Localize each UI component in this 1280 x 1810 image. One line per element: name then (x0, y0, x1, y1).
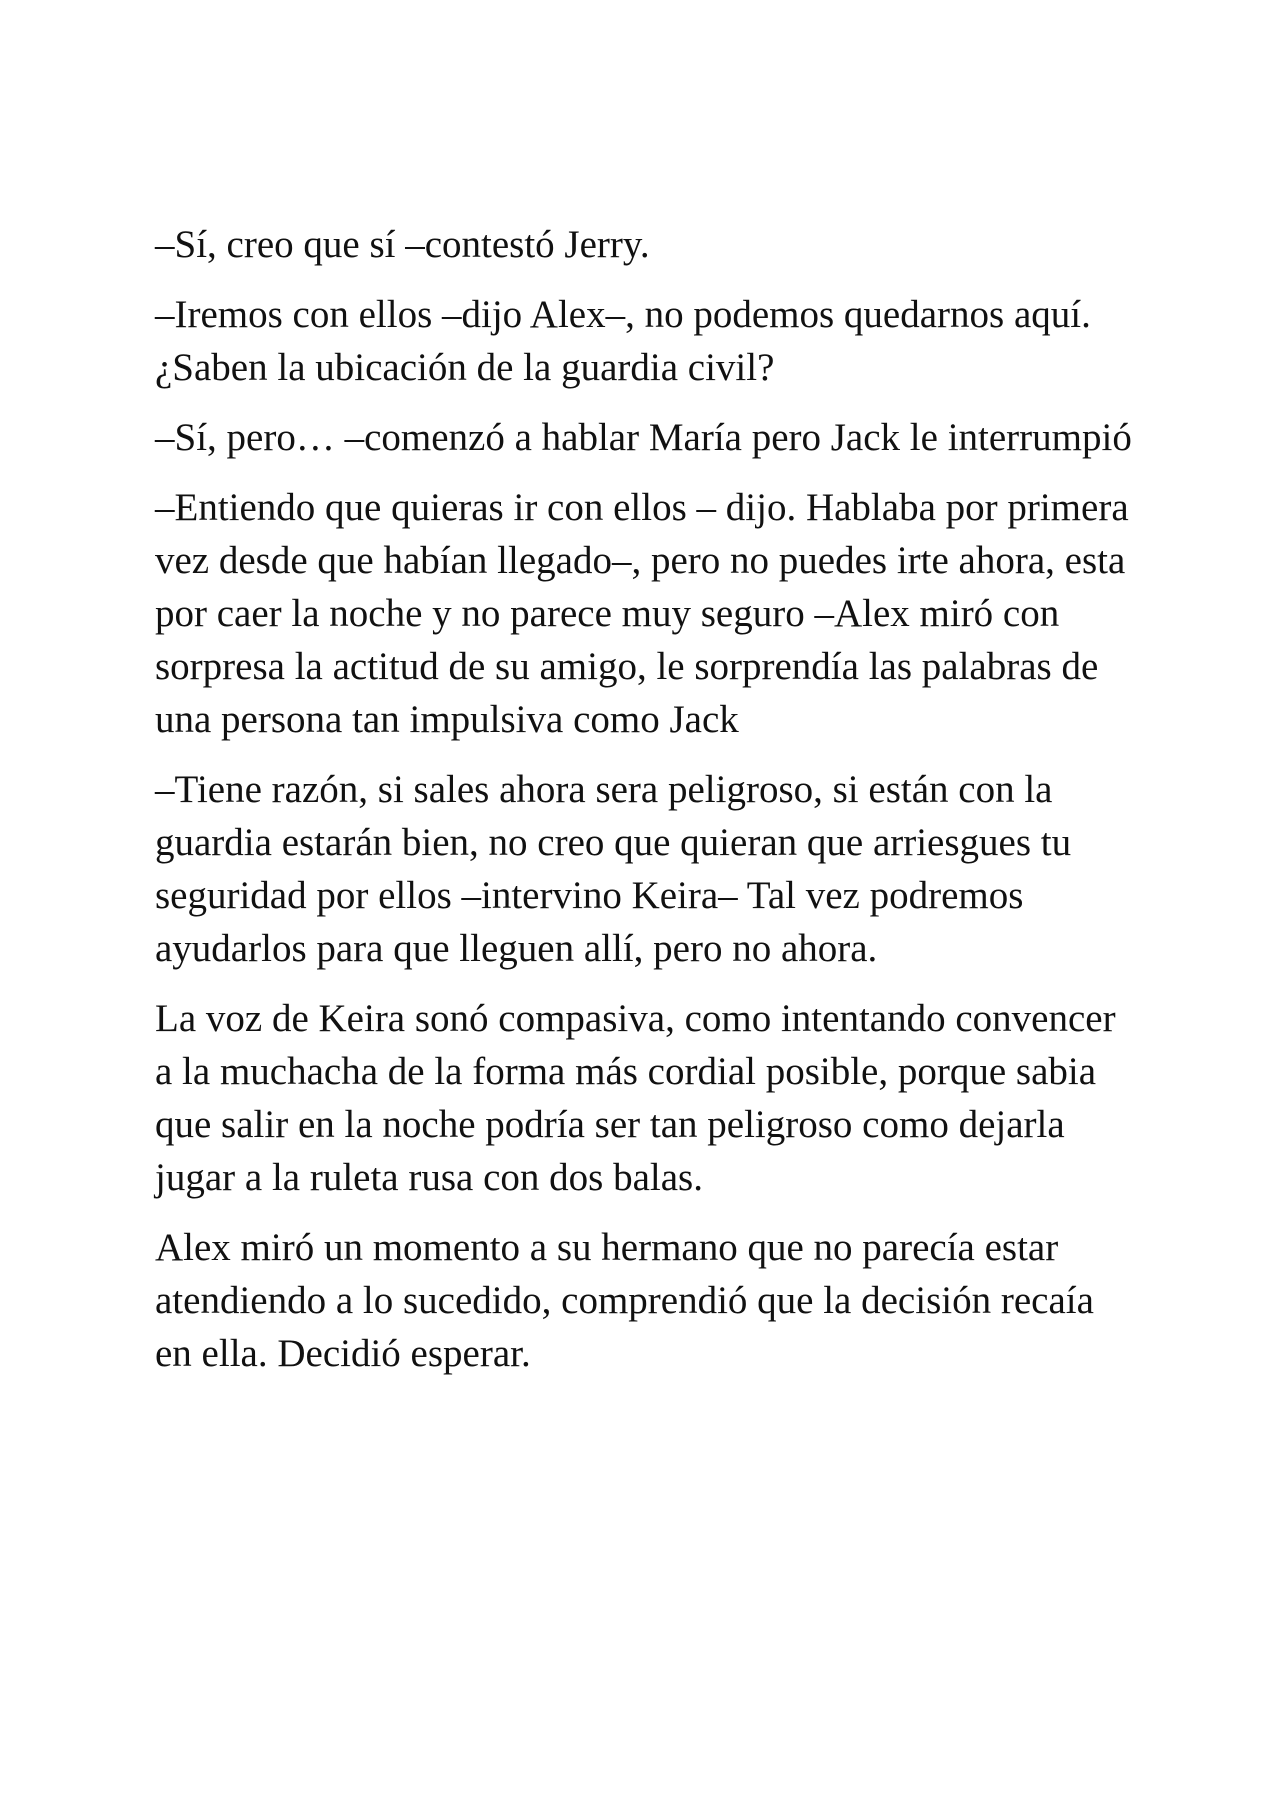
paragraph-2: –Iremos con ellos –dijo Alex–, no podemos quedarnos aquí. ¿Saben la ubicación de la guardia civil? (155, 293, 1091, 389)
paragraph-5: –Tiene razón, si sales ahora sera peligroso, si están con la guardia estarán bien, no creo que quieran que arriesgues tu seguridad por ellos –intervino Keira– Tal vez podremos ayudarlos para que lleguen allí, pero no ahora. (155, 768, 1072, 970)
page-body (155, 218, 1140, 1397)
paragraph-7: Alex miró un momento a su hermano que no parecía estar atendiendo a lo sucedido, comprendió que la decisión recaía en ella. Decidió esperar. (155, 1226, 1094, 1375)
paragraph-1: –Sí, creo que sí –contestó Jerry. (155, 223, 650, 266)
paragraph-3: –Sí, pero… –comenzó a hablar María pero Jack le interrumpió (155, 416, 1132, 459)
paragraph-4: –Entiendo que quieras ir con ellos – dijo. Hablaba por primera vez desde que habían llegado–, pero no puedes irte ahora, esta por caer la noche y no parece muy seguro –Alex miró con sorpresa la actitud de su amigo, le sorprendía las palabras de una persona tan impulsiva como Jack (155, 486, 1129, 741)
paragraph-6: La voz de Keira sonó compasiva, como intentando convencer a la muchacha de la forma más cordial posible, porque sabia que salir en la noche podría ser tan peligroso como dejarla jugar a la ruleta rusa con dos balas. (155, 997, 1116, 1199)
